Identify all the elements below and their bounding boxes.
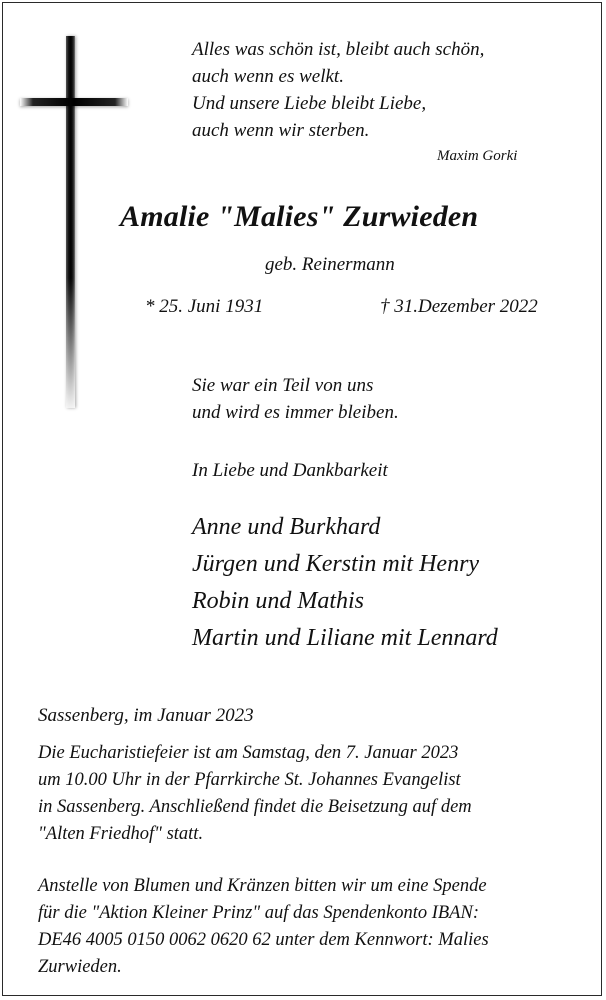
cross-vertical-beam xyxy=(66,36,75,408)
donation-line: für die "Aktion Kleiner Prinz" auf das Spendenkonto IBAN: xyxy=(38,903,479,923)
maiden-name: geb. Reinermann xyxy=(265,254,395,275)
message-line: Sie war ein Teil von uns xyxy=(192,375,374,396)
poem-author: Maxim Gorki xyxy=(437,148,518,164)
poem-line: Alles was schön ist, bleibt auch schön, xyxy=(192,39,485,60)
family-member: Robin und Mathis xyxy=(192,588,364,614)
death-date: † 31.Dezember 2022 xyxy=(380,296,538,317)
service-line: Die Eucharistiefeier ist am Samstag, den 7. Januar 2023 xyxy=(38,743,459,763)
family-member: Jürgen und Kerstin mit Henry xyxy=(192,551,480,577)
poem-line: auch wenn wir sterben. xyxy=(192,120,370,141)
poem-line: auch wenn es welkt. xyxy=(192,66,344,87)
family-member: Anne und Burkhard xyxy=(192,514,381,540)
service-line: in Sassenberg. Anschließend findet die Beisetzung auf dem xyxy=(38,797,472,817)
donation-line: Zurwieden. xyxy=(38,957,122,977)
message-line: und wird es immer bleiben. xyxy=(192,402,399,423)
service-line: "Alten Friedhof" statt. xyxy=(38,824,204,844)
family-member: Martin und Liliane mit Lennard xyxy=(192,625,498,651)
deceased-name: Amalie "Malies" Zurwieden xyxy=(120,200,479,233)
birth-date: * 25. Juni 1931 xyxy=(145,296,264,317)
donation-line: Anstelle von Blumen und Kränzen bitten wir um eine Spende xyxy=(38,876,487,896)
place-date: Sassenberg, im Januar 2023 xyxy=(38,705,254,726)
cross-horizontal-beam xyxy=(20,98,128,106)
closing-line: In Liebe und Dankbarkeit xyxy=(192,460,388,481)
donation-line: DE46 4005 0150 0062 0620 62 unter dem Kennwort: Malies xyxy=(38,930,489,950)
service-line: um 10.00 Uhr in der Pfarrkirche St. Johannes Evangelist xyxy=(38,770,461,790)
poem-line: Und unsere Liebe bleibt Liebe, xyxy=(192,93,427,114)
